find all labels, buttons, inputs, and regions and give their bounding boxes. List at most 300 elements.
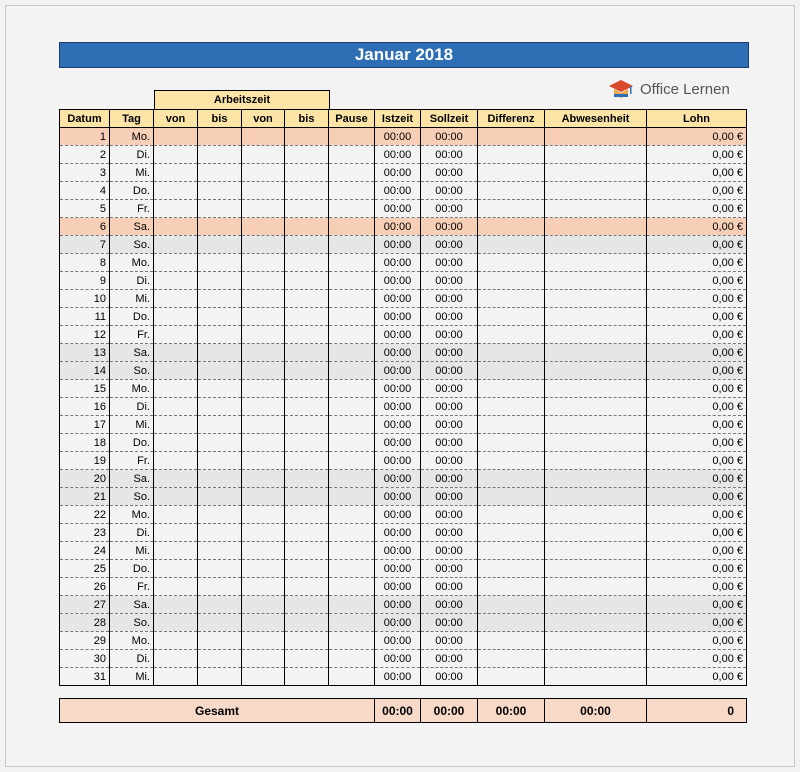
bis-1-cell[interactable] bbox=[198, 596, 242, 614]
bis-1-cell[interactable] bbox=[198, 200, 242, 218]
von-2-cell[interactable] bbox=[242, 326, 285, 344]
tag-cell[interactable]: Do. bbox=[110, 182, 154, 200]
bis-1-cell[interactable] bbox=[198, 128, 242, 146]
datum-cell[interactable]: 6 bbox=[60, 218, 110, 236]
tag-cell[interactable]: Mo. bbox=[110, 632, 154, 650]
lohn-cell[interactable]: 0,00 € bbox=[647, 362, 747, 380]
abwesenheit-cell[interactable] bbox=[545, 236, 647, 254]
total-sollzeit[interactable]: 00:00 bbox=[421, 699, 478, 723]
bis-2-cell[interactable] bbox=[285, 290, 329, 308]
von-2-cell[interactable] bbox=[242, 164, 285, 182]
bis-1-cell[interactable] bbox=[198, 542, 242, 560]
bis-1-cell[interactable] bbox=[198, 452, 242, 470]
tag-cell[interactable]: Sa. bbox=[110, 344, 154, 362]
istzeit-cell[interactable]: 00:00 bbox=[375, 254, 421, 272]
istzeit-cell[interactable]: 00:00 bbox=[375, 578, 421, 596]
bis-1-cell[interactable] bbox=[198, 182, 242, 200]
datum-cell[interactable]: 24 bbox=[60, 542, 110, 560]
column-header-differenz[interactable]: Differenz bbox=[478, 110, 545, 128]
pause-cell[interactable] bbox=[329, 470, 375, 488]
datum-cell[interactable]: 16 bbox=[60, 398, 110, 416]
von-1-cell[interactable] bbox=[154, 344, 198, 362]
von-1-cell[interactable] bbox=[154, 290, 198, 308]
abwesenheit-cell[interactable] bbox=[545, 524, 647, 542]
total-istzeit[interactable]: 00:00 bbox=[375, 699, 421, 723]
von-1-cell[interactable] bbox=[154, 362, 198, 380]
istzeit-cell[interactable]: 00:00 bbox=[375, 542, 421, 560]
lohn-cell[interactable]: 0,00 € bbox=[647, 146, 747, 164]
abwesenheit-cell[interactable] bbox=[545, 632, 647, 650]
tag-cell[interactable]: Di. bbox=[110, 398, 154, 416]
bis-2-cell[interactable] bbox=[285, 182, 329, 200]
tag-cell[interactable]: Di. bbox=[110, 272, 154, 290]
lohn-cell[interactable]: 0,00 € bbox=[647, 398, 747, 416]
column-header-von[interactable]: von bbox=[242, 110, 285, 128]
column-header-von[interactable]: von bbox=[154, 110, 198, 128]
differenz-cell[interactable] bbox=[478, 308, 545, 326]
sollzeit-cell[interactable]: 00:00 bbox=[421, 650, 478, 668]
abwesenheit-cell[interactable] bbox=[545, 164, 647, 182]
sollzeit-cell[interactable]: 00:00 bbox=[421, 236, 478, 254]
von-1-cell[interactable] bbox=[154, 254, 198, 272]
tag-cell[interactable]: Mo. bbox=[110, 128, 154, 146]
pause-cell[interactable] bbox=[329, 398, 375, 416]
datum-cell[interactable]: 29 bbox=[60, 632, 110, 650]
lohn-cell[interactable]: 0,00 € bbox=[647, 416, 747, 434]
istzeit-cell[interactable]: 00:00 bbox=[375, 362, 421, 380]
differenz-cell[interactable] bbox=[478, 524, 545, 542]
istzeit-cell[interactable]: 00:00 bbox=[375, 596, 421, 614]
abwesenheit-cell[interactable] bbox=[545, 668, 647, 686]
sollzeit-cell[interactable]: 00:00 bbox=[421, 596, 478, 614]
tag-cell[interactable]: Mi. bbox=[110, 416, 154, 434]
istzeit-cell[interactable]: 00:00 bbox=[375, 560, 421, 578]
sollzeit-cell[interactable]: 00:00 bbox=[421, 290, 478, 308]
bis-1-cell[interactable] bbox=[198, 524, 242, 542]
bis-2-cell[interactable] bbox=[285, 272, 329, 290]
istzeit-cell[interactable]: 00:00 bbox=[375, 632, 421, 650]
datum-cell[interactable]: 11 bbox=[60, 308, 110, 326]
istzeit-cell[interactable]: 00:00 bbox=[375, 506, 421, 524]
datum-cell[interactable]: 2 bbox=[60, 146, 110, 164]
sollzeit-cell[interactable]: 00:00 bbox=[421, 416, 478, 434]
pause-cell[interactable] bbox=[329, 506, 375, 524]
tag-cell[interactable]: Sa. bbox=[110, 218, 154, 236]
bis-1-cell[interactable] bbox=[198, 506, 242, 524]
von-1-cell[interactable] bbox=[154, 506, 198, 524]
von-2-cell[interactable] bbox=[242, 380, 285, 398]
column-header-bis[interactable]: bis bbox=[198, 110, 242, 128]
abwesenheit-cell[interactable] bbox=[545, 470, 647, 488]
bis-2-cell[interactable] bbox=[285, 452, 329, 470]
tag-cell[interactable]: Mi. bbox=[110, 164, 154, 182]
bis-1-cell[interactable] bbox=[198, 272, 242, 290]
bis-1-cell[interactable] bbox=[198, 164, 242, 182]
von-2-cell[interactable] bbox=[242, 524, 285, 542]
datum-cell[interactable]: 10 bbox=[60, 290, 110, 308]
differenz-cell[interactable] bbox=[478, 560, 545, 578]
von-1-cell[interactable] bbox=[154, 488, 198, 506]
pause-cell[interactable] bbox=[329, 254, 375, 272]
lohn-cell[interactable]: 0,00 € bbox=[647, 578, 747, 596]
von-2-cell[interactable] bbox=[242, 560, 285, 578]
von-1-cell[interactable] bbox=[154, 578, 198, 596]
bis-2-cell[interactable] bbox=[285, 596, 329, 614]
abwesenheit-cell[interactable] bbox=[545, 128, 647, 146]
total-differenz[interactable]: 00:00 bbox=[478, 699, 545, 723]
differenz-cell[interactable] bbox=[478, 668, 545, 686]
istzeit-cell[interactable]: 00:00 bbox=[375, 344, 421, 362]
bis-2-cell[interactable] bbox=[285, 488, 329, 506]
bis-2-cell[interactable] bbox=[285, 470, 329, 488]
datum-cell[interactable]: 3 bbox=[60, 164, 110, 182]
lohn-cell[interactable]: 0,00 € bbox=[647, 524, 747, 542]
lohn-cell[interactable]: 0,00 € bbox=[647, 488, 747, 506]
istzeit-cell[interactable]: 00:00 bbox=[375, 308, 421, 326]
bis-2-cell[interactable] bbox=[285, 236, 329, 254]
datum-cell[interactable]: 12 bbox=[60, 326, 110, 344]
differenz-cell[interactable] bbox=[478, 506, 545, 524]
bis-2-cell[interactable] bbox=[285, 146, 329, 164]
differenz-cell[interactable] bbox=[478, 470, 545, 488]
datum-cell[interactable]: 30 bbox=[60, 650, 110, 668]
tag-cell[interactable]: Di. bbox=[110, 524, 154, 542]
lohn-cell[interactable]: 0,00 € bbox=[647, 326, 747, 344]
bis-1-cell[interactable] bbox=[198, 146, 242, 164]
differenz-cell[interactable] bbox=[478, 542, 545, 560]
bis-1-cell[interactable] bbox=[198, 362, 242, 380]
abwesenheit-cell[interactable] bbox=[545, 254, 647, 272]
von-2-cell[interactable] bbox=[242, 542, 285, 560]
istzeit-cell[interactable]: 00:00 bbox=[375, 146, 421, 164]
bis-2-cell[interactable] bbox=[285, 542, 329, 560]
istzeit-cell[interactable]: 00:00 bbox=[375, 650, 421, 668]
istzeit-cell[interactable]: 00:00 bbox=[375, 668, 421, 686]
istzeit-cell[interactable]: 00:00 bbox=[375, 272, 421, 290]
pause-cell[interactable] bbox=[329, 128, 375, 146]
datum-cell[interactable]: 13 bbox=[60, 344, 110, 362]
von-1-cell[interactable] bbox=[154, 416, 198, 434]
sollzeit-cell[interactable]: 00:00 bbox=[421, 470, 478, 488]
sollzeit-cell[interactable]: 00:00 bbox=[421, 614, 478, 632]
sollzeit-cell[interactable]: 00:00 bbox=[421, 542, 478, 560]
tag-cell[interactable]: Do. bbox=[110, 434, 154, 452]
differenz-cell[interactable] bbox=[478, 290, 545, 308]
bis-1-cell[interactable] bbox=[198, 380, 242, 398]
bis-1-cell[interactable] bbox=[198, 632, 242, 650]
abwesenheit-cell[interactable] bbox=[545, 488, 647, 506]
bis-1-cell[interactable] bbox=[198, 668, 242, 686]
differenz-cell[interactable] bbox=[478, 218, 545, 236]
pause-cell[interactable] bbox=[329, 164, 375, 182]
tag-cell[interactable]: Di. bbox=[110, 650, 154, 668]
sollzeit-cell[interactable]: 00:00 bbox=[421, 218, 478, 236]
von-2-cell[interactable] bbox=[242, 290, 285, 308]
sollzeit-cell[interactable]: 00:00 bbox=[421, 632, 478, 650]
abwesenheit-cell[interactable] bbox=[545, 560, 647, 578]
differenz-cell[interactable] bbox=[478, 146, 545, 164]
lohn-cell[interactable]: 0,00 € bbox=[647, 254, 747, 272]
bis-2-cell[interactable] bbox=[285, 434, 329, 452]
bis-1-cell[interactable] bbox=[198, 254, 242, 272]
tag-cell[interactable]: Sa. bbox=[110, 470, 154, 488]
differenz-cell[interactable] bbox=[478, 200, 545, 218]
column-header-bis[interactable]: bis bbox=[285, 110, 329, 128]
bis-1-cell[interactable] bbox=[198, 416, 242, 434]
datum-cell[interactable]: 20 bbox=[60, 470, 110, 488]
datum-cell[interactable]: 15 bbox=[60, 380, 110, 398]
lohn-cell[interactable]: 0,00 € bbox=[647, 596, 747, 614]
sollzeit-cell[interactable]: 00:00 bbox=[421, 398, 478, 416]
pause-cell[interactable] bbox=[329, 434, 375, 452]
datum-cell[interactable]: 28 bbox=[60, 614, 110, 632]
bis-1-cell[interactable] bbox=[198, 290, 242, 308]
lohn-cell[interactable]: 0,00 € bbox=[647, 560, 747, 578]
lohn-cell[interactable]: 0,00 € bbox=[647, 308, 747, 326]
von-2-cell[interactable] bbox=[242, 182, 285, 200]
bis-1-cell[interactable] bbox=[198, 236, 242, 254]
istzeit-cell[interactable]: 00:00 bbox=[375, 182, 421, 200]
lohn-cell[interactable]: 0,00 € bbox=[647, 128, 747, 146]
sollzeit-cell[interactable]: 00:00 bbox=[421, 326, 478, 344]
istzeit-cell[interactable]: 00:00 bbox=[375, 218, 421, 236]
von-1-cell[interactable] bbox=[154, 164, 198, 182]
differenz-cell[interactable] bbox=[478, 326, 545, 344]
total-abwesenheit[interactable]: 00:00 bbox=[545, 699, 647, 723]
bis-1-cell[interactable] bbox=[198, 650, 242, 668]
bis-2-cell[interactable] bbox=[285, 650, 329, 668]
von-1-cell[interactable] bbox=[154, 434, 198, 452]
sollzeit-cell[interactable]: 00:00 bbox=[421, 182, 478, 200]
sollzeit-cell[interactable]: 00:00 bbox=[421, 452, 478, 470]
sollzeit-cell[interactable]: 00:00 bbox=[421, 164, 478, 182]
abwesenheit-cell[interactable] bbox=[545, 362, 647, 380]
lohn-cell[interactable]: 0,00 € bbox=[647, 506, 747, 524]
von-2-cell[interactable] bbox=[242, 506, 285, 524]
abwesenheit-cell[interactable] bbox=[545, 596, 647, 614]
von-1-cell[interactable] bbox=[154, 236, 198, 254]
istzeit-cell[interactable]: 00:00 bbox=[375, 128, 421, 146]
istzeit-cell[interactable]: 00:00 bbox=[375, 434, 421, 452]
von-2-cell[interactable] bbox=[242, 218, 285, 236]
tag-cell[interactable]: Fr. bbox=[110, 452, 154, 470]
bis-2-cell[interactable] bbox=[285, 326, 329, 344]
pause-cell[interactable] bbox=[329, 632, 375, 650]
abwesenheit-cell[interactable] bbox=[545, 272, 647, 290]
tag-cell[interactable]: Sa. bbox=[110, 596, 154, 614]
datum-cell[interactable]: 21 bbox=[60, 488, 110, 506]
lohn-cell[interactable]: 0,00 € bbox=[647, 272, 747, 290]
datum-cell[interactable]: 19 bbox=[60, 452, 110, 470]
von-1-cell[interactable] bbox=[154, 200, 198, 218]
von-1-cell[interactable] bbox=[154, 614, 198, 632]
bis-2-cell[interactable] bbox=[285, 506, 329, 524]
bis-1-cell[interactable] bbox=[198, 398, 242, 416]
datum-cell[interactable]: 9 bbox=[60, 272, 110, 290]
pause-cell[interactable] bbox=[329, 578, 375, 596]
abwesenheit-cell[interactable] bbox=[545, 344, 647, 362]
datum-cell[interactable]: 5 bbox=[60, 200, 110, 218]
column-header-abwesenheit[interactable]: Abwesenheit bbox=[545, 110, 647, 128]
differenz-cell[interactable] bbox=[478, 164, 545, 182]
pause-cell[interactable] bbox=[329, 290, 375, 308]
abwesenheit-cell[interactable] bbox=[545, 650, 647, 668]
lohn-cell[interactable]: 0,00 € bbox=[647, 614, 747, 632]
istzeit-cell[interactable]: 00:00 bbox=[375, 416, 421, 434]
von-1-cell[interactable] bbox=[154, 326, 198, 344]
differenz-cell[interactable] bbox=[478, 398, 545, 416]
tag-cell[interactable]: So. bbox=[110, 362, 154, 380]
bis-2-cell[interactable] bbox=[285, 164, 329, 182]
bis-1-cell[interactable] bbox=[198, 434, 242, 452]
abwesenheit-cell[interactable] bbox=[545, 416, 647, 434]
differenz-cell[interactable] bbox=[478, 236, 545, 254]
datum-cell[interactable]: 7 bbox=[60, 236, 110, 254]
total-lohn[interactable]: 0 bbox=[647, 699, 747, 723]
sollzeit-cell[interactable]: 00:00 bbox=[421, 254, 478, 272]
bis-2-cell[interactable] bbox=[285, 578, 329, 596]
istzeit-cell[interactable]: 00:00 bbox=[375, 290, 421, 308]
istzeit-cell[interactable]: 00:00 bbox=[375, 164, 421, 182]
bis-2-cell[interactable] bbox=[285, 560, 329, 578]
tag-cell[interactable]: Mo. bbox=[110, 254, 154, 272]
von-2-cell[interactable] bbox=[242, 200, 285, 218]
istzeit-cell[interactable]: 00:00 bbox=[375, 614, 421, 632]
differenz-cell[interactable] bbox=[478, 434, 545, 452]
abwesenheit-cell[interactable] bbox=[545, 146, 647, 164]
tag-cell[interactable]: Mo. bbox=[110, 380, 154, 398]
abwesenheit-cell[interactable] bbox=[545, 398, 647, 416]
tag-cell[interactable]: So. bbox=[110, 488, 154, 506]
differenz-cell[interactable] bbox=[478, 488, 545, 506]
sollzeit-cell[interactable]: 00:00 bbox=[421, 560, 478, 578]
lohn-cell[interactable]: 0,00 € bbox=[647, 542, 747, 560]
sollzeit-cell[interactable]: 00:00 bbox=[421, 488, 478, 506]
von-1-cell[interactable] bbox=[154, 128, 198, 146]
bis-2-cell[interactable] bbox=[285, 632, 329, 650]
bis-2-cell[interactable] bbox=[285, 308, 329, 326]
von-1-cell[interactable] bbox=[154, 272, 198, 290]
bis-1-cell[interactable] bbox=[198, 218, 242, 236]
tag-cell[interactable]: Fr. bbox=[110, 200, 154, 218]
pause-cell[interactable] bbox=[329, 560, 375, 578]
sollzeit-cell[interactable]: 00:00 bbox=[421, 362, 478, 380]
abwesenheit-cell[interactable] bbox=[545, 452, 647, 470]
von-2-cell[interactable] bbox=[242, 128, 285, 146]
istzeit-cell[interactable]: 00:00 bbox=[375, 524, 421, 542]
abwesenheit-cell[interactable] bbox=[545, 200, 647, 218]
datum-cell[interactable]: 22 bbox=[60, 506, 110, 524]
pause-cell[interactable] bbox=[329, 668, 375, 686]
pause-cell[interactable] bbox=[329, 146, 375, 164]
von-2-cell[interactable] bbox=[242, 470, 285, 488]
tag-cell[interactable]: So. bbox=[110, 236, 154, 254]
datum-cell[interactable]: 23 bbox=[60, 524, 110, 542]
differenz-cell[interactable] bbox=[478, 254, 545, 272]
pause-cell[interactable] bbox=[329, 200, 375, 218]
differenz-cell[interactable] bbox=[478, 596, 545, 614]
sollzeit-cell[interactable]: 00:00 bbox=[421, 578, 478, 596]
differenz-cell[interactable] bbox=[478, 614, 545, 632]
column-header-datum[interactable]: Datum bbox=[60, 110, 110, 128]
istzeit-cell[interactable]: 00:00 bbox=[375, 452, 421, 470]
datum-cell[interactable]: 27 bbox=[60, 596, 110, 614]
pause-cell[interactable] bbox=[329, 650, 375, 668]
von-1-cell[interactable] bbox=[154, 560, 198, 578]
von-1-cell[interactable] bbox=[154, 668, 198, 686]
lohn-cell[interactable]: 0,00 € bbox=[647, 434, 747, 452]
pause-cell[interactable] bbox=[329, 596, 375, 614]
lohn-cell[interactable]: 0,00 € bbox=[647, 344, 747, 362]
sollzeit-cell[interactable]: 00:00 bbox=[421, 380, 478, 398]
lohn-cell[interactable]: 0,00 € bbox=[647, 164, 747, 182]
istzeit-cell[interactable]: 00:00 bbox=[375, 200, 421, 218]
von-1-cell[interactable] bbox=[154, 542, 198, 560]
von-2-cell[interactable] bbox=[242, 362, 285, 380]
istzeit-cell[interactable]: 00:00 bbox=[375, 398, 421, 416]
sollzeit-cell[interactable]: 00:00 bbox=[421, 524, 478, 542]
sollzeit-cell[interactable]: 00:00 bbox=[421, 128, 478, 146]
differenz-cell[interactable] bbox=[478, 416, 545, 434]
tag-cell[interactable]: So. bbox=[110, 614, 154, 632]
differenz-cell[interactable] bbox=[478, 380, 545, 398]
lohn-cell[interactable]: 0,00 € bbox=[647, 668, 747, 686]
differenz-cell[interactable] bbox=[478, 452, 545, 470]
datum-cell[interactable]: 31 bbox=[60, 668, 110, 686]
column-header-lohn[interactable]: Lohn bbox=[647, 110, 747, 128]
lohn-cell[interactable]: 0,00 € bbox=[647, 650, 747, 668]
von-2-cell[interactable] bbox=[242, 488, 285, 506]
sollzeit-cell[interactable]: 00:00 bbox=[421, 200, 478, 218]
column-header-tag[interactable]: Tag bbox=[110, 110, 154, 128]
bis-2-cell[interactable] bbox=[285, 416, 329, 434]
von-2-cell[interactable] bbox=[242, 344, 285, 362]
von-1-cell[interactable] bbox=[154, 146, 198, 164]
tag-cell[interactable]: Mi. bbox=[110, 542, 154, 560]
bis-2-cell[interactable] bbox=[285, 614, 329, 632]
pause-cell[interactable] bbox=[329, 218, 375, 236]
bis-2-cell[interactable] bbox=[285, 128, 329, 146]
bis-1-cell[interactable] bbox=[198, 470, 242, 488]
istzeit-cell[interactable]: 00:00 bbox=[375, 488, 421, 506]
differenz-cell[interactable] bbox=[478, 632, 545, 650]
tag-cell[interactable]: Mi. bbox=[110, 668, 154, 686]
abwesenheit-cell[interactable] bbox=[545, 434, 647, 452]
datum-cell[interactable]: 14 bbox=[60, 362, 110, 380]
pause-cell[interactable] bbox=[329, 308, 375, 326]
bis-1-cell[interactable] bbox=[198, 344, 242, 362]
datum-cell[interactable]: 25 bbox=[60, 560, 110, 578]
von-2-cell[interactable] bbox=[242, 146, 285, 164]
lohn-cell[interactable]: 0,00 € bbox=[647, 380, 747, 398]
bis-1-cell[interactable] bbox=[198, 488, 242, 506]
pause-cell[interactable] bbox=[329, 488, 375, 506]
pause-cell[interactable] bbox=[329, 182, 375, 200]
von-1-cell[interactable] bbox=[154, 452, 198, 470]
von-1-cell[interactable] bbox=[154, 524, 198, 542]
tag-cell[interactable]: Fr. bbox=[110, 578, 154, 596]
tag-cell[interactable]: Do. bbox=[110, 308, 154, 326]
von-2-cell[interactable] bbox=[242, 236, 285, 254]
von-1-cell[interactable] bbox=[154, 398, 198, 416]
bis-1-cell[interactable] bbox=[198, 560, 242, 578]
pause-cell[interactable] bbox=[329, 452, 375, 470]
pause-cell[interactable] bbox=[329, 272, 375, 290]
von-2-cell[interactable] bbox=[242, 668, 285, 686]
istzeit-cell[interactable]: 00:00 bbox=[375, 380, 421, 398]
istzeit-cell[interactable]: 00:00 bbox=[375, 470, 421, 488]
bis-2-cell[interactable] bbox=[285, 344, 329, 362]
